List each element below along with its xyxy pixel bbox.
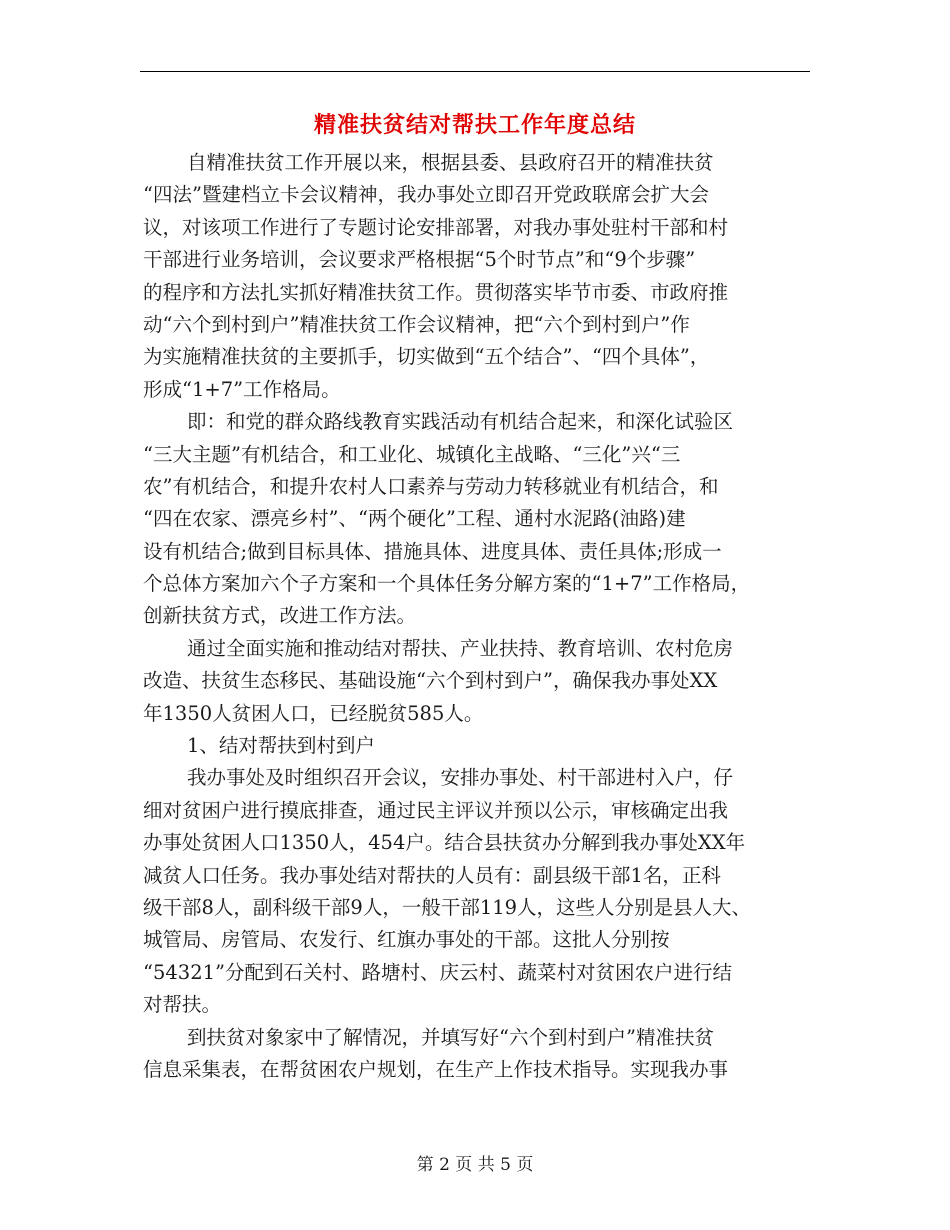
text-line: 信息采集表，在帮贫困农户规划，在生产上作技术指导。实现我办事 (143, 1057, 729, 1081)
text-line: 到扶贫对象家中了解情况，并填写好“六个到村到户”精准扶贫 (187, 1025, 714, 1049)
text-line: 通过全面实施和推动结对帮扶、产业扶持、教育培训、农村危房 (187, 636, 734, 660)
document-title: 精准扶贫结对帮扶工作年度总结 (313, 112, 636, 138)
text-line: 干部进行业务培训，会议要求严格根据“5个时节点”和“9个步骤” (143, 248, 696, 272)
text-line: 农”有机结合，和提升农村人口素养与劳动力转移就业有机结合，和 (143, 474, 719, 498)
text-line: 细对贫困户进行摸底排查，通过民主评议并预以公示，审核确定出我 (143, 798, 729, 822)
text-line: 个总体方案加六个子方案和一个具体任务分解方案的“1+7”工作格局， (143, 572, 751, 596)
header-rule (140, 71, 810, 72)
page-footer: 第 2 页 共 5 页 (416, 1155, 534, 1175)
text-line: 1、结对帮扶到村到户 (187, 734, 375, 758)
text-line: 年1350人贫困人口，已经脱贫585人。 (143, 701, 484, 725)
text-line: 议，对该项工作进行了专题讨论安排部署，对我办事处驻村干部和村 (143, 215, 729, 239)
text-line: 城管局、房管局、农发行、红旗办事处的干部。这批人分别按 (143, 928, 670, 952)
text-line: 改造、扶贫生态移民、基础设施“六个到村到户”，确保我办事处XX (143, 669, 718, 693)
text-line: 我办事处及时组织召开会议，安排办事处、村干部进村入户，仔 (187, 766, 734, 790)
text-line: “54321”分配到石关村、路塘村、庆云村、蔬菜村对贫困农户进行结 (143, 960, 732, 984)
text-line: 即：和党的群众路线教育实践活动有机结合起来，和深化试验区 (187, 410, 734, 434)
text-line: 对帮扶。 (143, 993, 222, 1017)
text-line: 为实施精准扶贫的主要抓手，切实做到“五个结合”、“四个具体”， (143, 345, 710, 369)
text-line: 设有机结合;做到目标具体、措施具体、进度具体、责任具体;形成一 (143, 539, 722, 563)
text-line: “四在农家、漂亮乡村”、“两个硬化”工程、通村水泥路(油路)建 (143, 507, 686, 531)
text-line: 自精准扶贫工作开展以来，根据县委、县政府召开的精准扶贫 (187, 151, 714, 174)
text-line: 动“六个到村到户”精准扶贫工作会议精神，把“六个到村到户”作 (143, 312, 690, 336)
document-body (143, 147, 818, 1086)
text-line: 减贫人口任务。我办事处结对帮扶的人员有：副县级干部1名，正科 (143, 863, 721, 887)
text-line: 办事处贫困人口1350人，454户。结合县扶贫办分解到我办事处XX年 (143, 831, 746, 855)
text-line: 的程序和方法扎实抓好精准扶贫工作。贯彻落实毕节市委、市政府推 (143, 280, 729, 304)
text-line: 创新扶贫方式，改进工作方法。 (143, 604, 417, 628)
text-line: 形成“1+7”工作格局。 (143, 377, 341, 401)
text-line: “四法”暨建档立卡会议精神，我办事处立即召开党政联席会扩大会 (143, 183, 709, 207)
text-line: 级干部8人，副科级干部9人，一般干部119人，这些人分别是县人大、 (143, 895, 752, 919)
text-line: “三大主题”有机结合，和工业化、城镇化主战略、“三化”兴“三 (143, 442, 681, 466)
